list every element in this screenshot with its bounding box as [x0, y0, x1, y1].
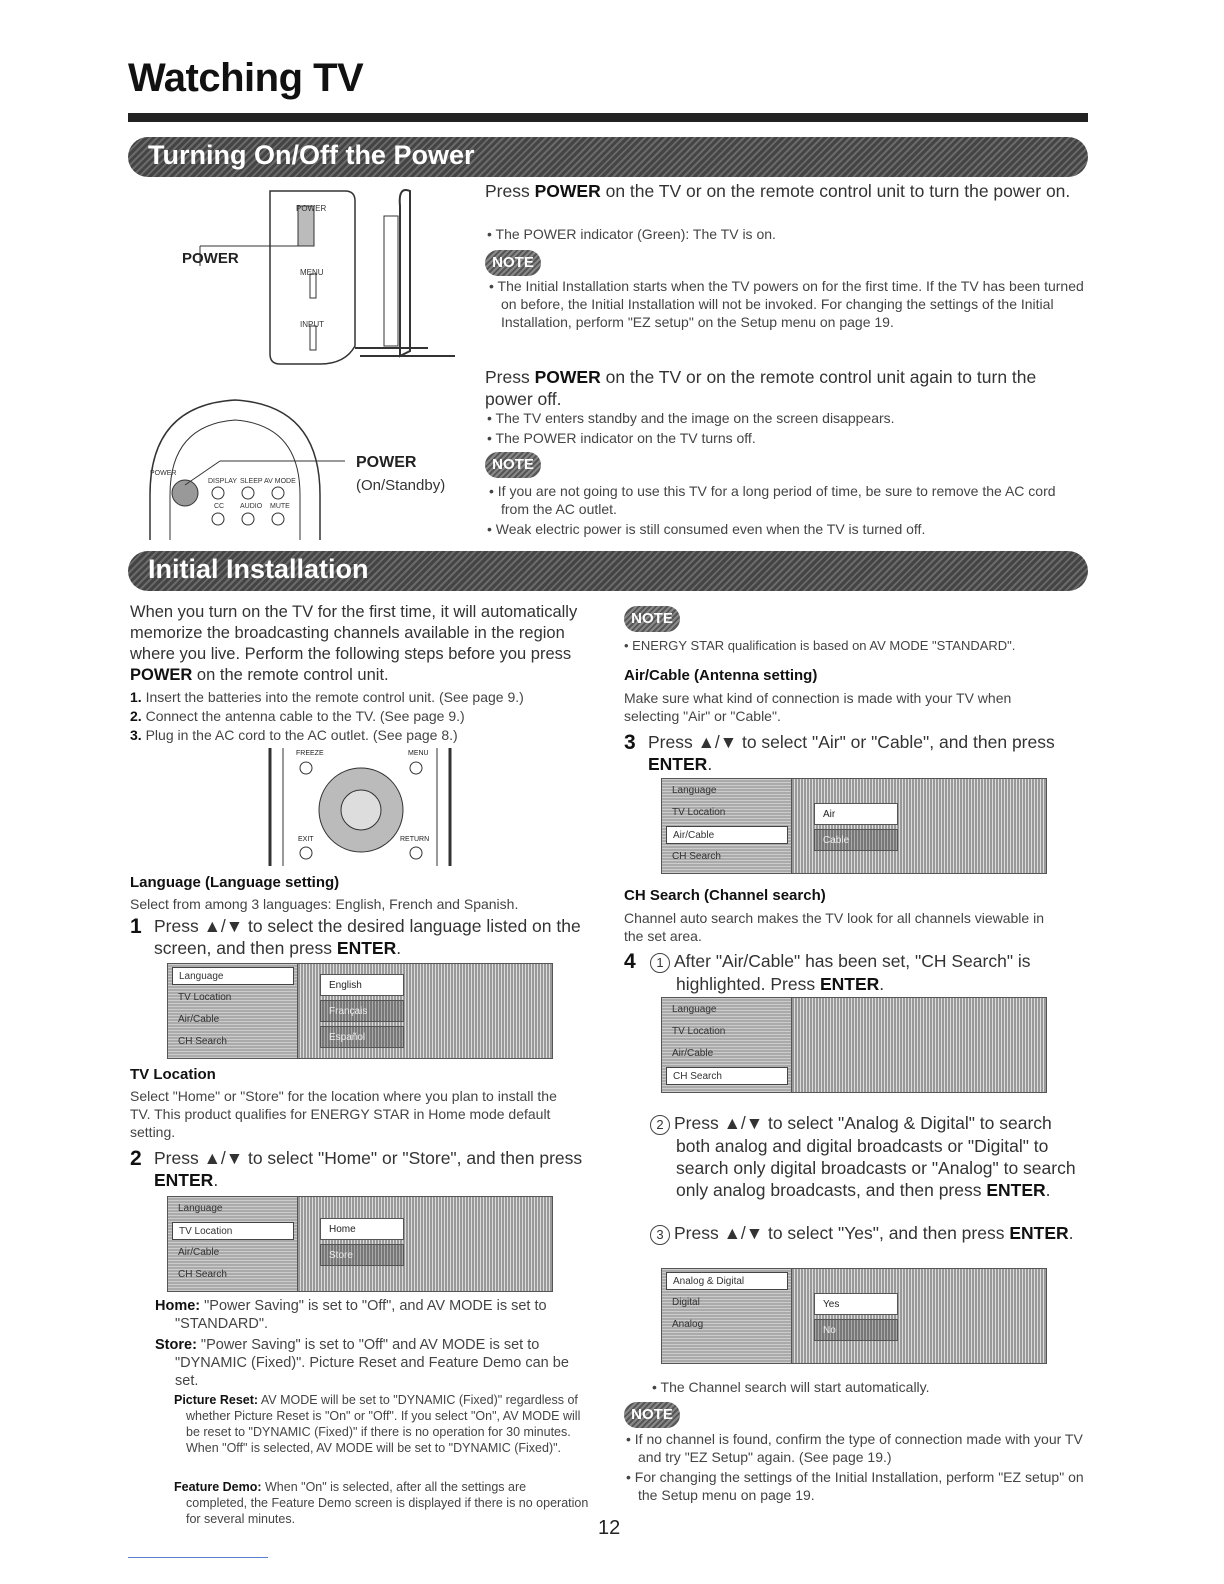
- section-header-power: [128, 137, 1088, 177]
- menu-item-language: Language: [178, 1203, 223, 1214]
- bottom-rule: [128, 1557, 268, 1558]
- picture-reset-description: Picture Reset: AV MODE will be set to "DYNAMIC (Fixed)" regardless of whether Picture Reset is "On" or "Off". If you select "On", AV MODE will be reset to "DYNAMIC (Fixed)" if there is no operation for 30 minutes. When "Off" is selected, AV MODE will be set to "DYNAMIC (Fixed)".: [174, 1393, 581, 1455]
- remote-power-figure: [140, 385, 470, 540]
- menu-item-ch-search: CH Search: [178, 1269, 227, 1280]
- auto-search-bullet: • The Channel search will start automatically.: [652, 1378, 930, 1396]
- tv-location-text: Select "Home" or "Store" for the location where you plan to install the TV. This product qualifies for ENERGY STAR in Home mode default setting.: [130, 1088, 557, 1140]
- menu-item-tv-location: TV Location: [672, 807, 726, 818]
- option-air: Air: [814, 803, 898, 825]
- fig-remote-power-label: POWER: [356, 454, 417, 471]
- menu-search-mode-screenshot: [661, 1268, 1047, 1364]
- step-3: 3 Press ▲/▼ to select "Air" or "Cable", and then press ENTER.: [624, 731, 1055, 774]
- fig-side-label-input: INPUT: [300, 320, 324, 329]
- language-text: Select from among 3 languages: English, French and Spanish.: [130, 896, 519, 912]
- option-no: No: [814, 1319, 898, 1341]
- menu-language-screenshot: [167, 963, 553, 1059]
- remote-label-menu: MENU: [408, 750, 429, 757]
- remote-label-return: RETURN: [400, 836, 430, 843]
- ch-search-text: Channel auto search makes the TV look for all channels viewable in the set area.: [624, 910, 1044, 944]
- power-note-weak: • Weak electric power is still consumed even when the TV is turned off.: [487, 520, 925, 538]
- step-1: 1 Press ▲/▼ to select the desired language listed on the screen, and then press ENTER.: [130, 915, 581, 958]
- menu-item-ch-search: CH Search: [672, 851, 721, 862]
- option-yes: Yes: [814, 1293, 898, 1315]
- store-description: Store: "Power Saving" is set to "Off" and AV MODE is set to "DYNAMIC (Fixed)". Picture Reset and Feature Demo can be set.: [155, 1337, 569, 1389]
- menu-item-analog: Analog: [672, 1319, 704, 1330]
- menu-item-air-cable: Air/Cable: [666, 826, 788, 844]
- menu-item-air-cable: Air/Cable: [178, 1247, 220, 1258]
- install-step-1: 1. Insert the batteries into the remote control unit. (See page 9.): [130, 689, 524, 705]
- option-espanol: Español: [320, 1026, 404, 1048]
- note-badge: NOTE: [624, 606, 680, 632]
- note-badge: NOTE: [624, 1402, 680, 1428]
- section-title: Turning On/Off the Power: [148, 140, 475, 170]
- power-note-initial: • The Initial Installation starts when the TV powers on for the first time. If the TV has been turned on before, the Initial Installation will not be invoked. For changing the settings of the Initial Installation, perform "EZ setup" on the Setup menu on page 19.: [487, 277, 1087, 331]
- menu-item-language: Language: [672, 785, 717, 796]
- section-header-install: [128, 551, 1088, 591]
- fig-side-label-power: POWER: [296, 204, 327, 213]
- menu-item-tv-location: TV Location: [172, 1222, 294, 1240]
- install-step-3: 3. Plug in the AC cord to the AC outlet. (See page 8.): [130, 727, 458, 743]
- menu-ch-search-screenshot: [661, 997, 1047, 1093]
- option-francais: Français: [320, 1000, 404, 1022]
- remote-btn-sleep-label: SLEEP: [240, 478, 263, 485]
- power-note-unplug: • If you are not going to use this TV for a long period of time, be sure to remove the AC cord from the AC outlet.: [487, 482, 1087, 518]
- menu-item-tv-location: TV Location: [178, 992, 232, 1003]
- page-title: Watching TV: [128, 56, 364, 100]
- fig-side-label-menu: MENU: [300, 268, 324, 277]
- power-off-instruction: Press POWER on the TV or on the remote control unit again to turn the power off.: [485, 367, 1037, 409]
- menu-location-screenshot: [167, 1196, 553, 1292]
- step-4b: 2 Press ▲/▼ to select "Analog & Digital" to search both analog and digital broadcasts or "Digital" to search only digital broadcasts or "Analog" to search only analog broadcasts, and then press ENTER.: [650, 1112, 1090, 1201]
- menu-item-ch-search: CH Search: [666, 1067, 788, 1085]
- note-energy-star: • ENERGY STAR qualification is based on AV MODE "STANDARD".: [624, 638, 1015, 654]
- power-on-bullet: • The POWER indicator (Green): The TV is on.: [487, 225, 776, 243]
- remote-btn-cc-label: CC: [214, 503, 225, 510]
- option-cable: Cable: [814, 829, 898, 851]
- note-badge: NOTE: [485, 250, 541, 276]
- option-home: Home: [320, 1218, 404, 1240]
- home-description: Home: "Power Saving" is set to "Off", and AV MODE is set to "STANDARD".: [155, 1298, 547, 1332]
- feature-demo-description: Feature Demo: When "On" is selected, after all the settings are completed, the Feature Demo screen is displayed if there is no operation for several minutes.: [174, 1480, 589, 1526]
- option-english: English: [320, 974, 404, 996]
- fig-label-power: POWER: [182, 250, 239, 267]
- section-title: Initial Installation: [148, 554, 369, 584]
- step-2: 2 Press ▲/▼ to select "Home" or "Store", and then press ENTER.: [130, 1147, 583, 1190]
- menu-item-ch-search: CH Search: [178, 1036, 227, 1047]
- menu-item-air-cable: Air/Cable: [672, 1048, 714, 1059]
- air-cable-text: Make sure what kind of connection is made with your TV when selecting "Air" or "Cable".: [624, 690, 1012, 724]
- remote-btn-mute-label: MUTE: [270, 503, 290, 510]
- page-number: 12: [598, 1517, 621, 1539]
- note-ez-setup: • For changing the settings of the Initial Installation, perform "EZ setup" on the Setup menu on page 19.: [624, 1468, 1084, 1504]
- note-badge: NOTE: [485, 452, 541, 478]
- power-off-bullet-2: • The POWER indicator on the TV turns off.: [487, 429, 756, 447]
- title-rule: [128, 113, 1088, 122]
- menu-item-analog-digital: Analog & Digital: [666, 1272, 788, 1290]
- menu-item-language: Language: [672, 1004, 717, 1015]
- remote-label-freeze: FREEZE: [296, 750, 324, 757]
- tv-location-heading: TV Location: [130, 1066, 216, 1083]
- air-cable-heading: Air/Cable (Antenna setting): [624, 667, 818, 684]
- remote-dpad-figure: [265, 748, 455, 866]
- step-4a: 4 1 After "Air/Cable" has been set, "CH Search" is highlighted. Press ENTER.: [624, 950, 1031, 994]
- menu-item-language: Language: [172, 967, 294, 985]
- language-heading: Language (Language setting): [130, 874, 340, 891]
- remote-label-exit: EXIT: [298, 836, 314, 843]
- step-4c: 3 Press ▲/▼ to select "Yes", and then press ENTER.: [650, 1222, 1090, 1245]
- menu-item-tv-location: TV Location: [672, 1026, 726, 1037]
- menu-item-air-cable: Air/Cable: [178, 1014, 220, 1025]
- install-step-2: 2. Connect the antenna cable to the TV. (See page 9.): [130, 708, 465, 724]
- power-on-instruction: Press POWER on the TV or on the remote control unit to turn the power on.: [485, 181, 1071, 201]
- option-store: Store: [320, 1244, 404, 1266]
- menu-item-digital: Digital: [672, 1297, 700, 1308]
- remote-btn-power-label: POWER: [150, 470, 177, 477]
- remote-btn-display-label: DISPLAY: [208, 478, 238, 485]
- remote-btn-audio-label: AUDIO: [240, 503, 263, 510]
- install-intro: When you turn on the TV for the first time, it will automatically memorize the broadcasting channels available in the region where you live. Perform the following steps before you press POWER on the remote control unit.: [130, 603, 578, 684]
- fig-remote-power-sub: (On/Standby): [356, 477, 446, 494]
- note-no-channel: • If no channel is found, confirm the type of connection made with your TV and try "EZ Setup" again. (See page 19.): [624, 1430, 1084, 1466]
- remote-btn-avmode-label: AV MODE: [264, 478, 296, 485]
- power-off-bullet-1: • The TV enters standby and the image on the screen disappears.: [487, 409, 895, 427]
- ch-search-heading: CH Search (Channel search): [624, 887, 826, 904]
- tv-side-figure: [170, 186, 460, 386]
- menu-air-cable-screenshot: [661, 778, 1047, 874]
